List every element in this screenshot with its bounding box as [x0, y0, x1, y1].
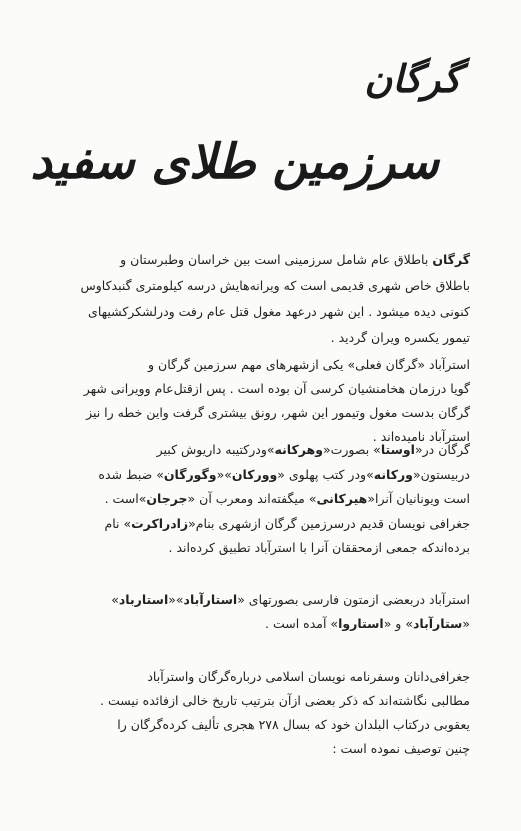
bold-term: ستارآباد	[412, 616, 463, 631]
text-run: گویا درزمان هخامنشیان کرسی آن بوده است . پس ازقتل‌عام وویرانی شهر	[83, 381, 470, 396]
text-line	[58, 667, 470, 687]
bold-term: استارباد	[118, 592, 169, 607]
text-line	[58, 440, 470, 460]
text-run: تیمور یکسره ویران گردید .	[330, 330, 470, 345]
text-run: گرگان در«	[414, 442, 470, 457]
text-run: »«	[216, 466, 232, 482]
text-run: جغرافی نویسان قدیم درسرزمین گرگان ازشهری بنام«	[188, 515, 470, 531]
text-line	[58, 379, 470, 399]
bold-term: استاروا	[338, 616, 384, 631]
text-line	[58, 276, 470, 296]
text-run: » آمده است .	[265, 616, 339, 631]
chapter-title: گرگان	[364, 56, 461, 101]
chapter-subtitle: سرزمین طلای سفید	[30, 134, 439, 190]
bold-term: زادراکرت	[131, 515, 189, 531]
text-run: » ضبط شده	[98, 466, 164, 482]
text-line	[58, 590, 470, 610]
text-run: »ودر کتب پهلوی «	[277, 466, 374, 482]
text-run: است ویونانیان آنرا«	[367, 491, 470, 506]
text-line	[58, 465, 470, 485]
text-run: استرآباد نامیده‌اند .	[372, 429, 470, 444]
bold-term: اوستا	[380, 442, 415, 457]
text-run: چنین توصیف نموده است :	[332, 741, 470, 756]
text-run: »	[111, 592, 119, 607]
text-line	[58, 302, 470, 322]
text-run: »است .	[104, 491, 147, 506]
text-line	[58, 328, 470, 348]
text-line	[58, 538, 470, 558]
text-run: » بصورت«	[322, 442, 381, 457]
text-line	[58, 739, 470, 759]
bold-term: وورکان	[231, 466, 278, 482]
text-run: مطالبی نگاشته‌اند که ذکر بعضی ازآن بترتیب تاریخ خالی ازفائده نیست .	[100, 693, 470, 708]
bold-term: ورکانه	[373, 466, 413, 482]
text-line	[58, 403, 470, 423]
bold-term: جرجان	[146, 491, 188, 506]
text-run: باطلاق خاص شهری قدیمی است که ویرانه‌هایش درسه کیلومتری گنبدکاوس	[80, 278, 470, 293]
bold-term: وهرکانه	[274, 442, 323, 457]
bold-term: هیرکانی	[316, 491, 368, 506]
text-run: گرگان بدست مغول وتیمور این شهر، رونق بیشتری گرفت واین خطه را نیز	[86, 405, 470, 420]
bold-term: گرگان	[432, 252, 470, 267]
text-run: » میگفته‌اند ومعرب آن «	[187, 491, 317, 506]
text-run: »ودرکتیبه داریوش کبیر	[156, 442, 275, 457]
text-run: » نام	[104, 515, 132, 531]
text-line	[58, 514, 470, 534]
bold-term: وگورگان	[163, 466, 217, 482]
text-line	[58, 715, 470, 735]
text-run: استرآباد دربعضی ازمتون فارسی بصورتهای «	[237, 592, 470, 607]
text-line	[58, 250, 470, 270]
text-run: استرآباد «گرگان فعلی» یکی ازشهرهای مهم سرزمین گرگان و	[148, 357, 470, 372]
text-run: یعقوبی درکتاب البلدان خود که بسال ۲۷۸ هجری تألیف کرده‌گرگان را	[117, 717, 470, 732]
text-run: دربیستون«	[412, 466, 470, 482]
text-line	[58, 355, 470, 375]
text-run: » و «	[383, 616, 413, 631]
text-run: »«	[168, 592, 184, 607]
text-run: باطلاق عام شامل سرزمینی است بین خراسان وطبرستان و	[120, 252, 433, 267]
text-run: کنونی دیده میشود . این شهر درعهد مغول قتل عام رفت ودرلشکرکشیهای	[88, 304, 470, 319]
text-line	[58, 691, 470, 711]
text-run: «	[462, 616, 470, 631]
bold-term: استارآباد	[183, 592, 238, 607]
text-run: برده‌اندکه جمعی ازمحققان آنرا با استرآباد تطبیق کرده‌اند .	[168, 540, 470, 555]
text-line	[58, 614, 470, 634]
text-run: جغرافی‌دانان وسفرنامه نویسان اسلامی درباره‌گرگان واسترآباد	[147, 669, 470, 684]
text-line	[58, 489, 470, 509]
